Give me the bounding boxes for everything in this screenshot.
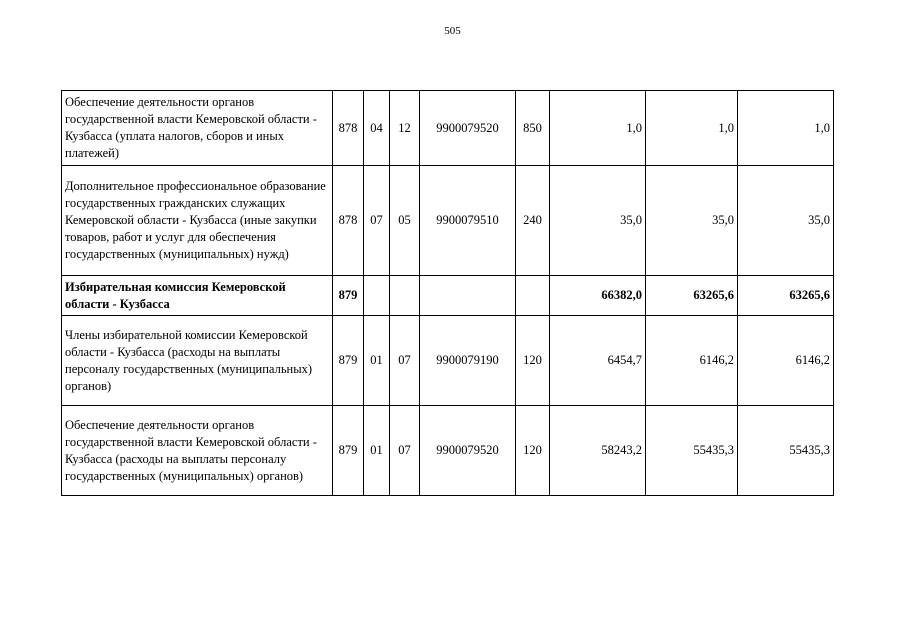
row-value-2: 35,0 xyxy=(646,166,738,276)
row-name: Обеспечение деятельности органов государственной власти Кемеровской области - Кузбасса (уплата налогов, сборов и иных платежей) xyxy=(62,91,333,166)
row-rz xyxy=(364,276,390,316)
row-rz: 04 xyxy=(364,91,390,166)
row-csr: 9900079520 xyxy=(420,91,516,166)
row-csr: 9900079520 xyxy=(420,406,516,496)
row-value-3: 63265,6 xyxy=(738,276,834,316)
row-pr: 12 xyxy=(390,91,420,166)
row-value-3: 55435,3 xyxy=(738,406,834,496)
row-value-1: 6454,7 xyxy=(550,316,646,406)
row-gr: 878 xyxy=(333,166,364,276)
row-value-2: 63265,6 xyxy=(646,276,738,316)
row-name: Обеспечение деятельности органов государственной власти Кемеровской области - Кузбасса (расходы на выплаты персоналу государственных (муниципальных) органов) xyxy=(62,406,333,496)
row-pr xyxy=(390,276,420,316)
table-row xyxy=(62,91,834,166)
row-name: Дополнительное профессиональное образование государственных гражданских служащих Кемеровской области - Кузбасса (иные закупки товаров, работ и услуг для обеспечения государственных (муниципальных) нужд) xyxy=(62,166,333,276)
row-value-1: 66382,0 xyxy=(550,276,646,316)
row-gr: 879 xyxy=(333,406,364,496)
row-gr: 879 xyxy=(333,316,364,406)
row-pr: 07 xyxy=(390,406,420,496)
table-row xyxy=(62,316,834,406)
row-name: Избирательная комиссия Кемеровской области - Кузбасса xyxy=(62,276,333,316)
row-value-2: 6146,2 xyxy=(646,316,738,406)
row-rz: 01 xyxy=(364,406,390,496)
row-rz: 01 xyxy=(364,316,390,406)
row-value-3: 6146,2 xyxy=(738,316,834,406)
row-vr: 240 xyxy=(516,166,550,276)
row-name: Члены избирательной комиссии Кемеровской области - Кузбасса (расходы на выплаты персоналу государственных (муниципальных) органов) xyxy=(62,316,333,406)
row-gr: 879 xyxy=(333,276,364,316)
table-row xyxy=(62,166,834,276)
row-vr: 850 xyxy=(516,91,550,166)
row-value-1: 35,0 xyxy=(550,166,646,276)
row-gr: 878 xyxy=(333,91,364,166)
row-value-1: 1,0 xyxy=(550,91,646,166)
table-row xyxy=(62,406,834,496)
row-value-3: 35,0 xyxy=(738,166,834,276)
row-vr: 120 xyxy=(516,316,550,406)
row-pr: 05 xyxy=(390,166,420,276)
table-row-section xyxy=(62,276,834,316)
row-value-3: 1,0 xyxy=(738,91,834,166)
row-pr: 07 xyxy=(390,316,420,406)
page-number: 505 xyxy=(444,25,461,37)
row-value-2: 55435,3 xyxy=(646,406,738,496)
budget-table xyxy=(61,90,834,496)
row-vr: 120 xyxy=(516,406,550,496)
row-rz: 07 xyxy=(364,166,390,276)
row-csr xyxy=(420,276,516,316)
row-csr: 9900079510 xyxy=(420,166,516,276)
row-value-1: 58243,2 xyxy=(550,406,646,496)
row-value-2: 1,0 xyxy=(646,91,738,166)
row-vr xyxy=(516,276,550,316)
row-csr: 9900079190 xyxy=(420,316,516,406)
